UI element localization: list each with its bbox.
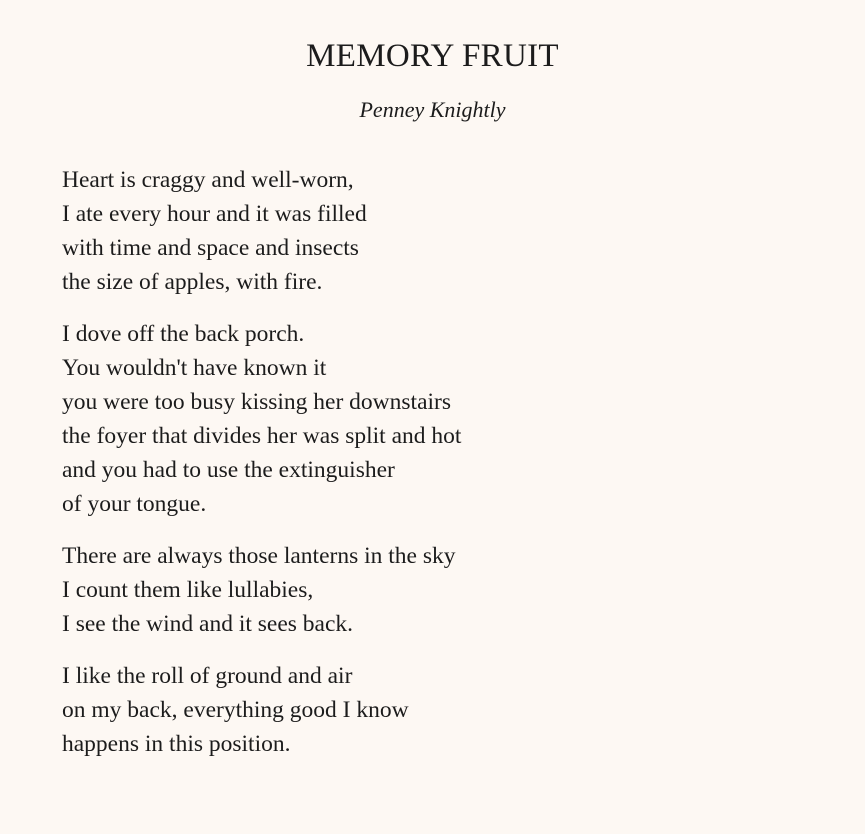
poem-line: on my back, everything good I know	[62, 697, 409, 723]
poem-title: MEMORY FRUIT	[306, 38, 559, 74]
poem-line: I see the wind and it sees back.	[62, 611, 354, 637]
poem-line: Heart is craggy and well-worn,	[62, 167, 354, 193]
poem-line: happens in this position.	[62, 731, 291, 757]
poem-line: the foyer that divides her was split and hot	[62, 423, 462, 449]
poem-body	[62, 163, 822, 779]
stanza	[62, 539, 822, 641]
poem-line: I count them like lullabies,	[62, 577, 314, 603]
poem-line: of your tongue.	[62, 491, 207, 517]
poem-line: with time and space and insects	[62, 235, 359, 261]
poem-line: and you had to use the extinguisher	[62, 457, 395, 483]
poem-author: Penney Knightly	[359, 97, 506, 122]
poem-line: I like the roll of ground and air	[62, 663, 353, 689]
poem-line: the size of apples, with fire.	[62, 269, 323, 295]
poem-line: There are always those lanterns in the sky	[62, 543, 456, 569]
stanza	[62, 163, 822, 299]
poem-line: I ate every hour and it was filled	[62, 201, 367, 227]
poem-line: You wouldn't have known it	[62, 355, 327, 381]
poem-line: I dove off the back porch.	[62, 321, 305, 347]
stanza	[62, 659, 822, 761]
stanza	[62, 317, 822, 521]
poem-line: you were too busy kissing her downstairs	[62, 389, 452, 415]
